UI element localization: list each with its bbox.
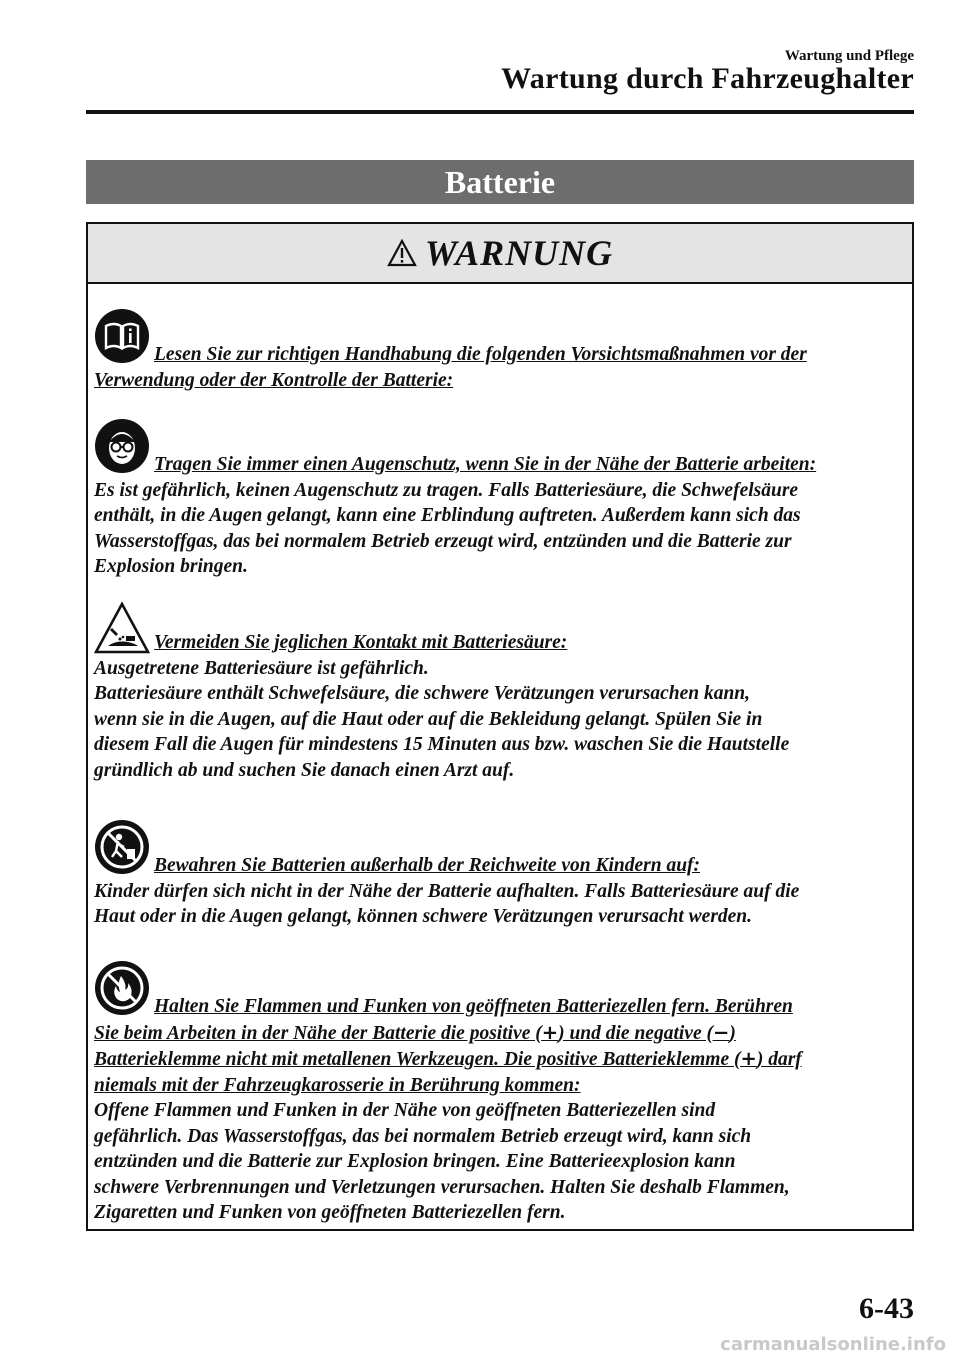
warning-item-corrosive xyxy=(94,600,902,783)
running-header-title: Wartung durch Fahrzeughalter xyxy=(501,62,914,95)
warning-item-manual xyxy=(94,308,902,393)
warning-item-heading: Verwendung oder der Kontrolle der Batterie: xyxy=(94,369,454,391)
no-children-icon xyxy=(94,819,150,875)
minus-symbol: − xyxy=(712,1020,730,1044)
running-header-section: Wartung und Pflege xyxy=(784,48,914,64)
warning-title: WARNUNG xyxy=(424,233,614,273)
warning-item-body: Ausgetretene Batteriesäure ist gefährlich. Batteriesäure enthält Schwefelsäure, die schwere Verätzungen verursachen kann, wenn sie in die Augen, auf die Haut oder auf die Bekleidung gelangt. Spülen Sie in diesem Fall die Augen für mindestens 15 Minuten aus bzw. waschen Sie die Hautstelle gründlich ab und suchen Sie danach einen Arzt auf. xyxy=(94,657,790,781)
eye-protection-icon xyxy=(94,418,150,474)
warning-triangle-icon xyxy=(387,239,417,267)
watermark: carmanualsonline.info xyxy=(720,1334,946,1355)
section-title-bar: Batterie xyxy=(86,160,914,204)
manual-book-icon xyxy=(94,308,150,364)
plus-symbol: + xyxy=(740,1047,757,1070)
warning-item-body: Kinder dürfen sich nicht in der Nähe der Batterie aufhalten. Falls Batteriesäure auf die Haut oder in die Augen gelangt, können schwere Verätzungen verursacht werden. xyxy=(94,880,800,927)
warning-header xyxy=(88,224,912,284)
warning-item-children xyxy=(94,819,902,930)
warning-item-body: Offene Flammen und Funken in der Nähe von geöffneten Batteriezellen sind gefährlich. Das Wasserstoffgas, das bei normalem Betrieb erzeugt wird, kann sich entzünden und die Batterie zur Explosion bringen. Eine Batterieexplosion kann schwere Verbrennungen und Verletzungen verursachen. Halten Sie deshalb Flammen, Zigaretten und Funken von geöffneten Batteriezellen fern. xyxy=(94,1100,790,1223)
warning-item-eye-protection xyxy=(94,418,902,580)
warning-item-flames: Halten Sie Flammen und Funken von geöffneten Batteriezellen fern. Berühren Sie beim Arbeiten in der Nähe der Batterie die positive (+) und die negative (−) Batterieklemme nicht mit metallenen Werkzeugen. Die positive Batterieklemme (+) darf niemals mit der Fahrzeugkarosserie in Berührung kommen: Offene Flammen und Funken in der Nähe von geöffneten Batteriezellen sind gefährlich. Das Wasserstoffgas, das bei normalem Betrieb erzeugt wird, kann sich entzünden und die Batterie zur Explosion bringen. Eine Batterieexplosion kann schwere Verbrennungen und Verletzungen verursachen. Halten Sie deshalb Flammen, Zigaretten und Funken von geöffneten Batteriezellen fern. xyxy=(94,960,902,1226)
warning-item-heading: Vermeiden Sie jeglichen Kontakt mit Batteriesäure: xyxy=(154,632,568,653)
warning-item-body: Es ist gefährlich, keinen Augenschutz zu tragen. Falls Batteriesäure, die Schwefelsäure enthält, in die Augen gelangt, kann eine Erblindung auftreten. Außerdem kann sich das Wasserstoffgas, das bei normalem Betrieb erzeugt wird, entzünden und die Batterie zur Explosion bringen. xyxy=(94,479,801,577)
page-number: 6-43 xyxy=(859,1292,914,1325)
warning-box xyxy=(86,222,914,1231)
warning-item-heading: Halten Sie Flammen und Funken von geöffneten Batteriezellen fern. Berühren xyxy=(154,996,793,1017)
warning-item-heading: Bewahren Sie Batterien außerhalb der Reichweite von Kindern auf: xyxy=(154,855,701,876)
plus-symbol: + xyxy=(541,1020,559,1044)
header-rule xyxy=(86,110,914,114)
warning-item-heading: Tragen Sie immer einen Augenschutz, wenn Sie in der Nähe der Batterie arbeiten: xyxy=(154,454,817,475)
no-open-flame-icon xyxy=(94,960,150,1016)
corrosive-icon xyxy=(94,600,150,656)
warning-item-heading: Lesen Sie zur richtigen Handhabung die folgenden Vorsichtsmaßnahmen vor der xyxy=(154,344,807,365)
